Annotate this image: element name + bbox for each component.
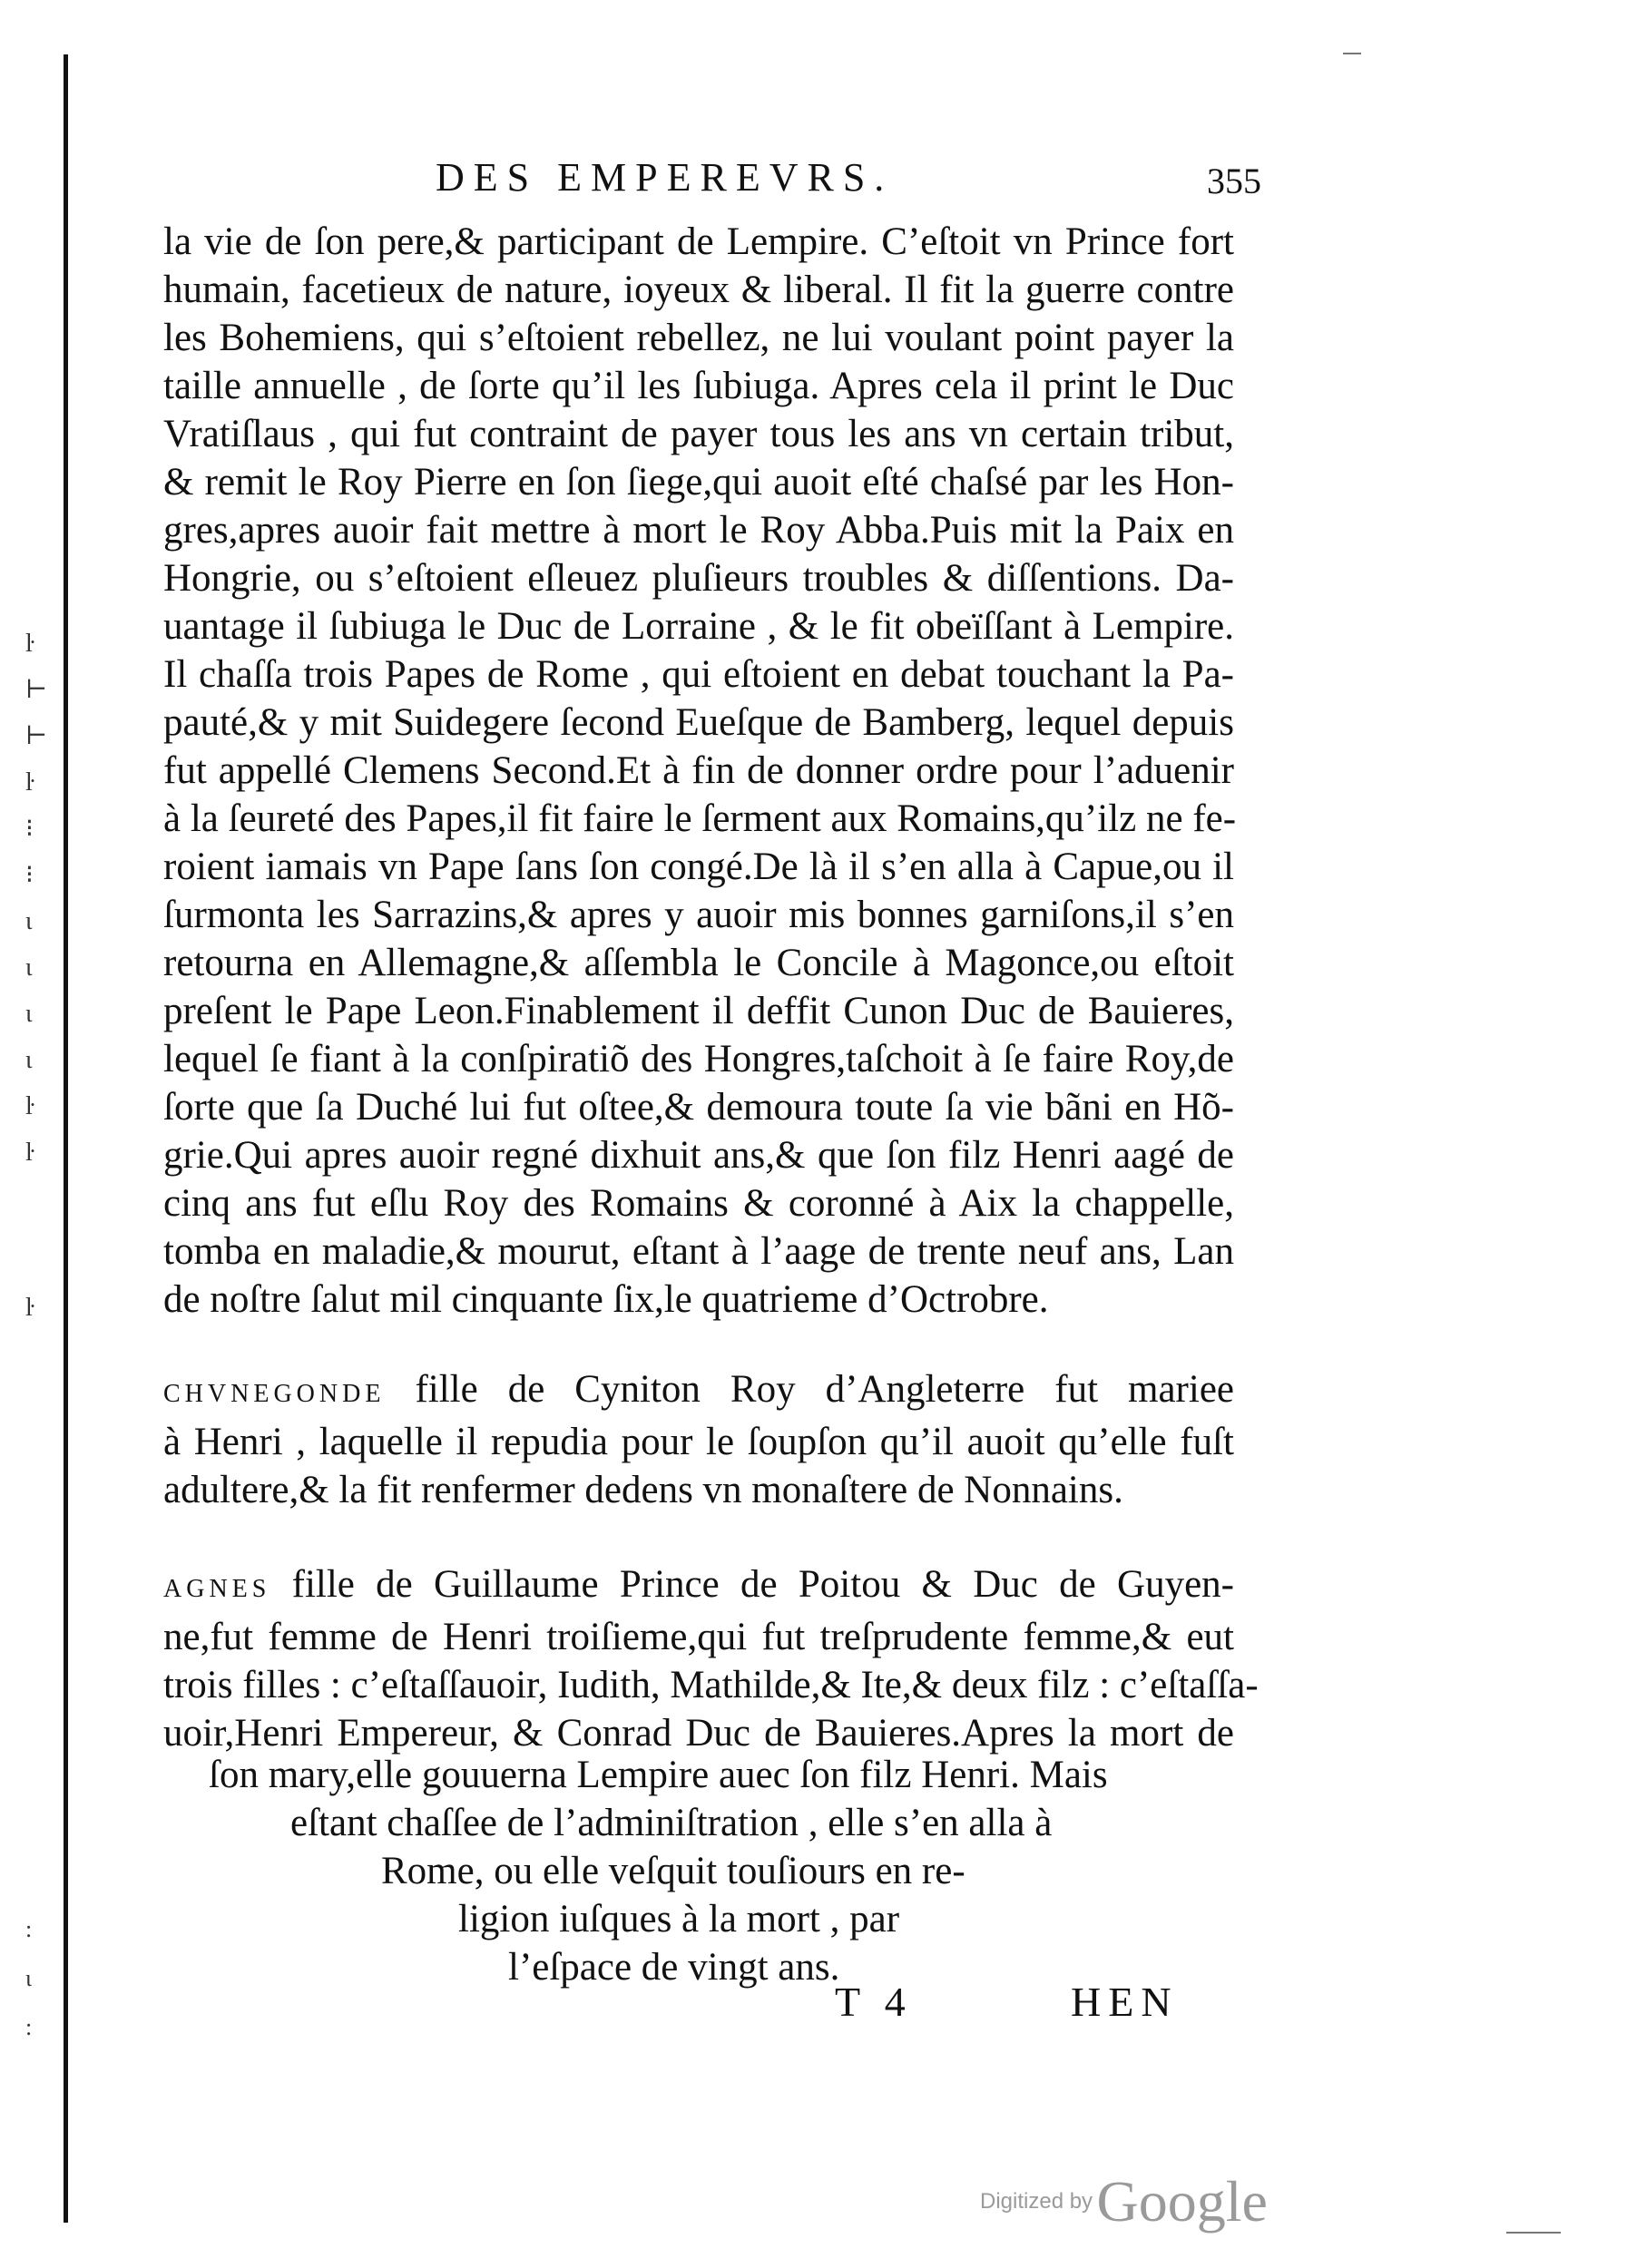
text-line: pauté,& y mit Suidegere ſecond Eueſque de Bamberg, lequel depuis [163,701,1234,744]
margin-marks: ŀ ⊢ ⊢ ŀ ⁝ ⁝ ɩ ɩ ɩ ɩ ŀ ŀ ŀ [25,630,48,1322]
text-line: Il chaſſa trois Papes de Rome , qui eſtoient en debat touchant la Pa- [163,653,1234,696]
text-line: lequel ſe fiant à la conſpiratiõ des Hongres,taſchoit à ſe faire Roy,de [163,1038,1234,1080]
taper-line: ligion iuſques à la mort , par [458,1898,900,1941]
text-line: à la ſeureté des Papes,il fit faire le ſerment aux Romains,qu’ilz ne fe- [163,797,1237,840]
taper-line: l’eſpace de vingt ans. [508,1946,840,1989]
text-line: gres,apres auoir fait mettre à mort le Roy Abba.Puis mit la Paix en [163,509,1234,552]
text-line: Vratiſlaus , qui fut contraint de payer tous les ans vn certain tribut, [163,413,1234,455]
main-paragraph [163,218,1237,1324]
taper-line: ſon mary,elle gouuerna Lempire auec ſon filz Henri. Mais [209,1754,1108,1796]
running-title: DES EMPEREVRS. [436,155,894,200]
text-line: à Henri , laquelle il repudia pour le ſoupſon qu’il auoit qu’elle fuſt [163,1421,1234,1463]
entry-name: AGNES [163,1575,271,1603]
page-number: 355 [1207,161,1261,201]
text-line: uantage il ſubiuga le Duc de Lorraine , & le fit obeïſſant à Lempire. [163,605,1234,648]
gutter-line [64,54,68,2223]
text-line: adultere,& la fit renfermer dedens vn monaſtere de Nonnains. [163,1469,1123,1511]
text-line: ſurmonta les Sarrazins,& apres y auoir mis bonnes garniſons,il s’en [163,894,1234,936]
text-line: les Bohemiens, qui s’eſtoient rebellez, ne lui voulant point payer la [163,317,1234,359]
margin-marks-lower: : ɩ : [25,1916,33,2040]
text-line: roient iamais vn Pape ſans ſon congé.De là il s’en alla à Capue,ou il [163,846,1234,888]
text-line: ne,fut femme de Henri troiſieme,qui fut treſprudente femme,& eut [163,1616,1234,1658]
watermark-brand: Google [1096,2169,1268,2234]
text-line: grie.Qui apres auoir regné dixhuit ans,& que ſon filz Henri aagé de [163,1134,1234,1177]
text-line: fut appellé Clemens Second.Et à fin de donner ordre pour l’aduenir [163,749,1234,792]
taper-line: Rome, ou elle veſquit touſiours en re- [381,1850,965,1892]
text-line: & remit le Roy Pierre en ſon ſiege,qui auoit eſté chaſsé par les Hon- [163,461,1234,503]
text-line: humain, facetieux de nature, ioyeux & liberal. Il fit la guerre contre [163,269,1234,311]
digitized-watermark [980,2168,1268,2235]
scan-mark [1506,2232,1561,2234]
taper-line: eſtant chaſſee de l’adminiſtration , elle s’en alla à [290,1802,1053,1844]
text-line: de noſtre ſalut mil cinquante ſix,le quatrieme d’Octrobre. [163,1278,1049,1321]
text-line: CHVNEGONDE fille de Cyniton Roy d’Angleterre fut mariee [163,1368,1234,1411]
text-line: Hongrie, ou s’eſtoient eſleuez pluſieurs troubles & diſſentions. Da- [163,557,1234,600]
text-line: uoir,Henri Empereur, & Conrad Duc de Bauieres.Apres la mort de [163,1712,1234,1755]
text-line: la vie de ſon pere,& participant de Lempire. C’eſtoit vn Prince fort [163,220,1234,263]
watermark-prefix: Digitized by [980,2189,1093,2214]
text-line: ſorte que ſa Duché lui fut oſtee,& demoura toute ſa vie bãni en Hõ- [163,1086,1234,1129]
text-line: cinq ans fut eſlu Roy des Romains & coronné à Aix la chappelle, [163,1182,1234,1225]
text-line: retourna en Allemagne,& aſſembla le Concile à Magonce,ou eſtoit [163,942,1234,984]
entry-name: CHVNEGONDE [163,1380,386,1408]
catchword: HEN [1071,1979,1179,2025]
agnes-paragraph [163,1560,1259,1757]
chunegonde-paragraph [163,1365,1234,1514]
text-line: AGNES fille de Guillaume Prince de Poitou & Duc de Guyen- [163,1563,1234,1606]
scan-mark [1343,53,1361,54]
text-line: tomba en maladie,& mourut, eſtant à l’aage de trente neuf ans, Lan [163,1230,1234,1273]
text-line: taille annuelle , de ſorte qu’il les ſubiuga. Apres cela il print le Duc [163,365,1234,407]
signature-mark: T 4 [835,1979,913,2025]
text-line: trois filles : c’eſtaſſauoir, Iudith, Mathilde,& Ite,& deux filz : c’eſtaſſa- [163,1664,1259,1706]
text-line: preſent le Pape Leon.Finablement il deffit Cunon Duc de Bauieres, [163,990,1234,1032]
